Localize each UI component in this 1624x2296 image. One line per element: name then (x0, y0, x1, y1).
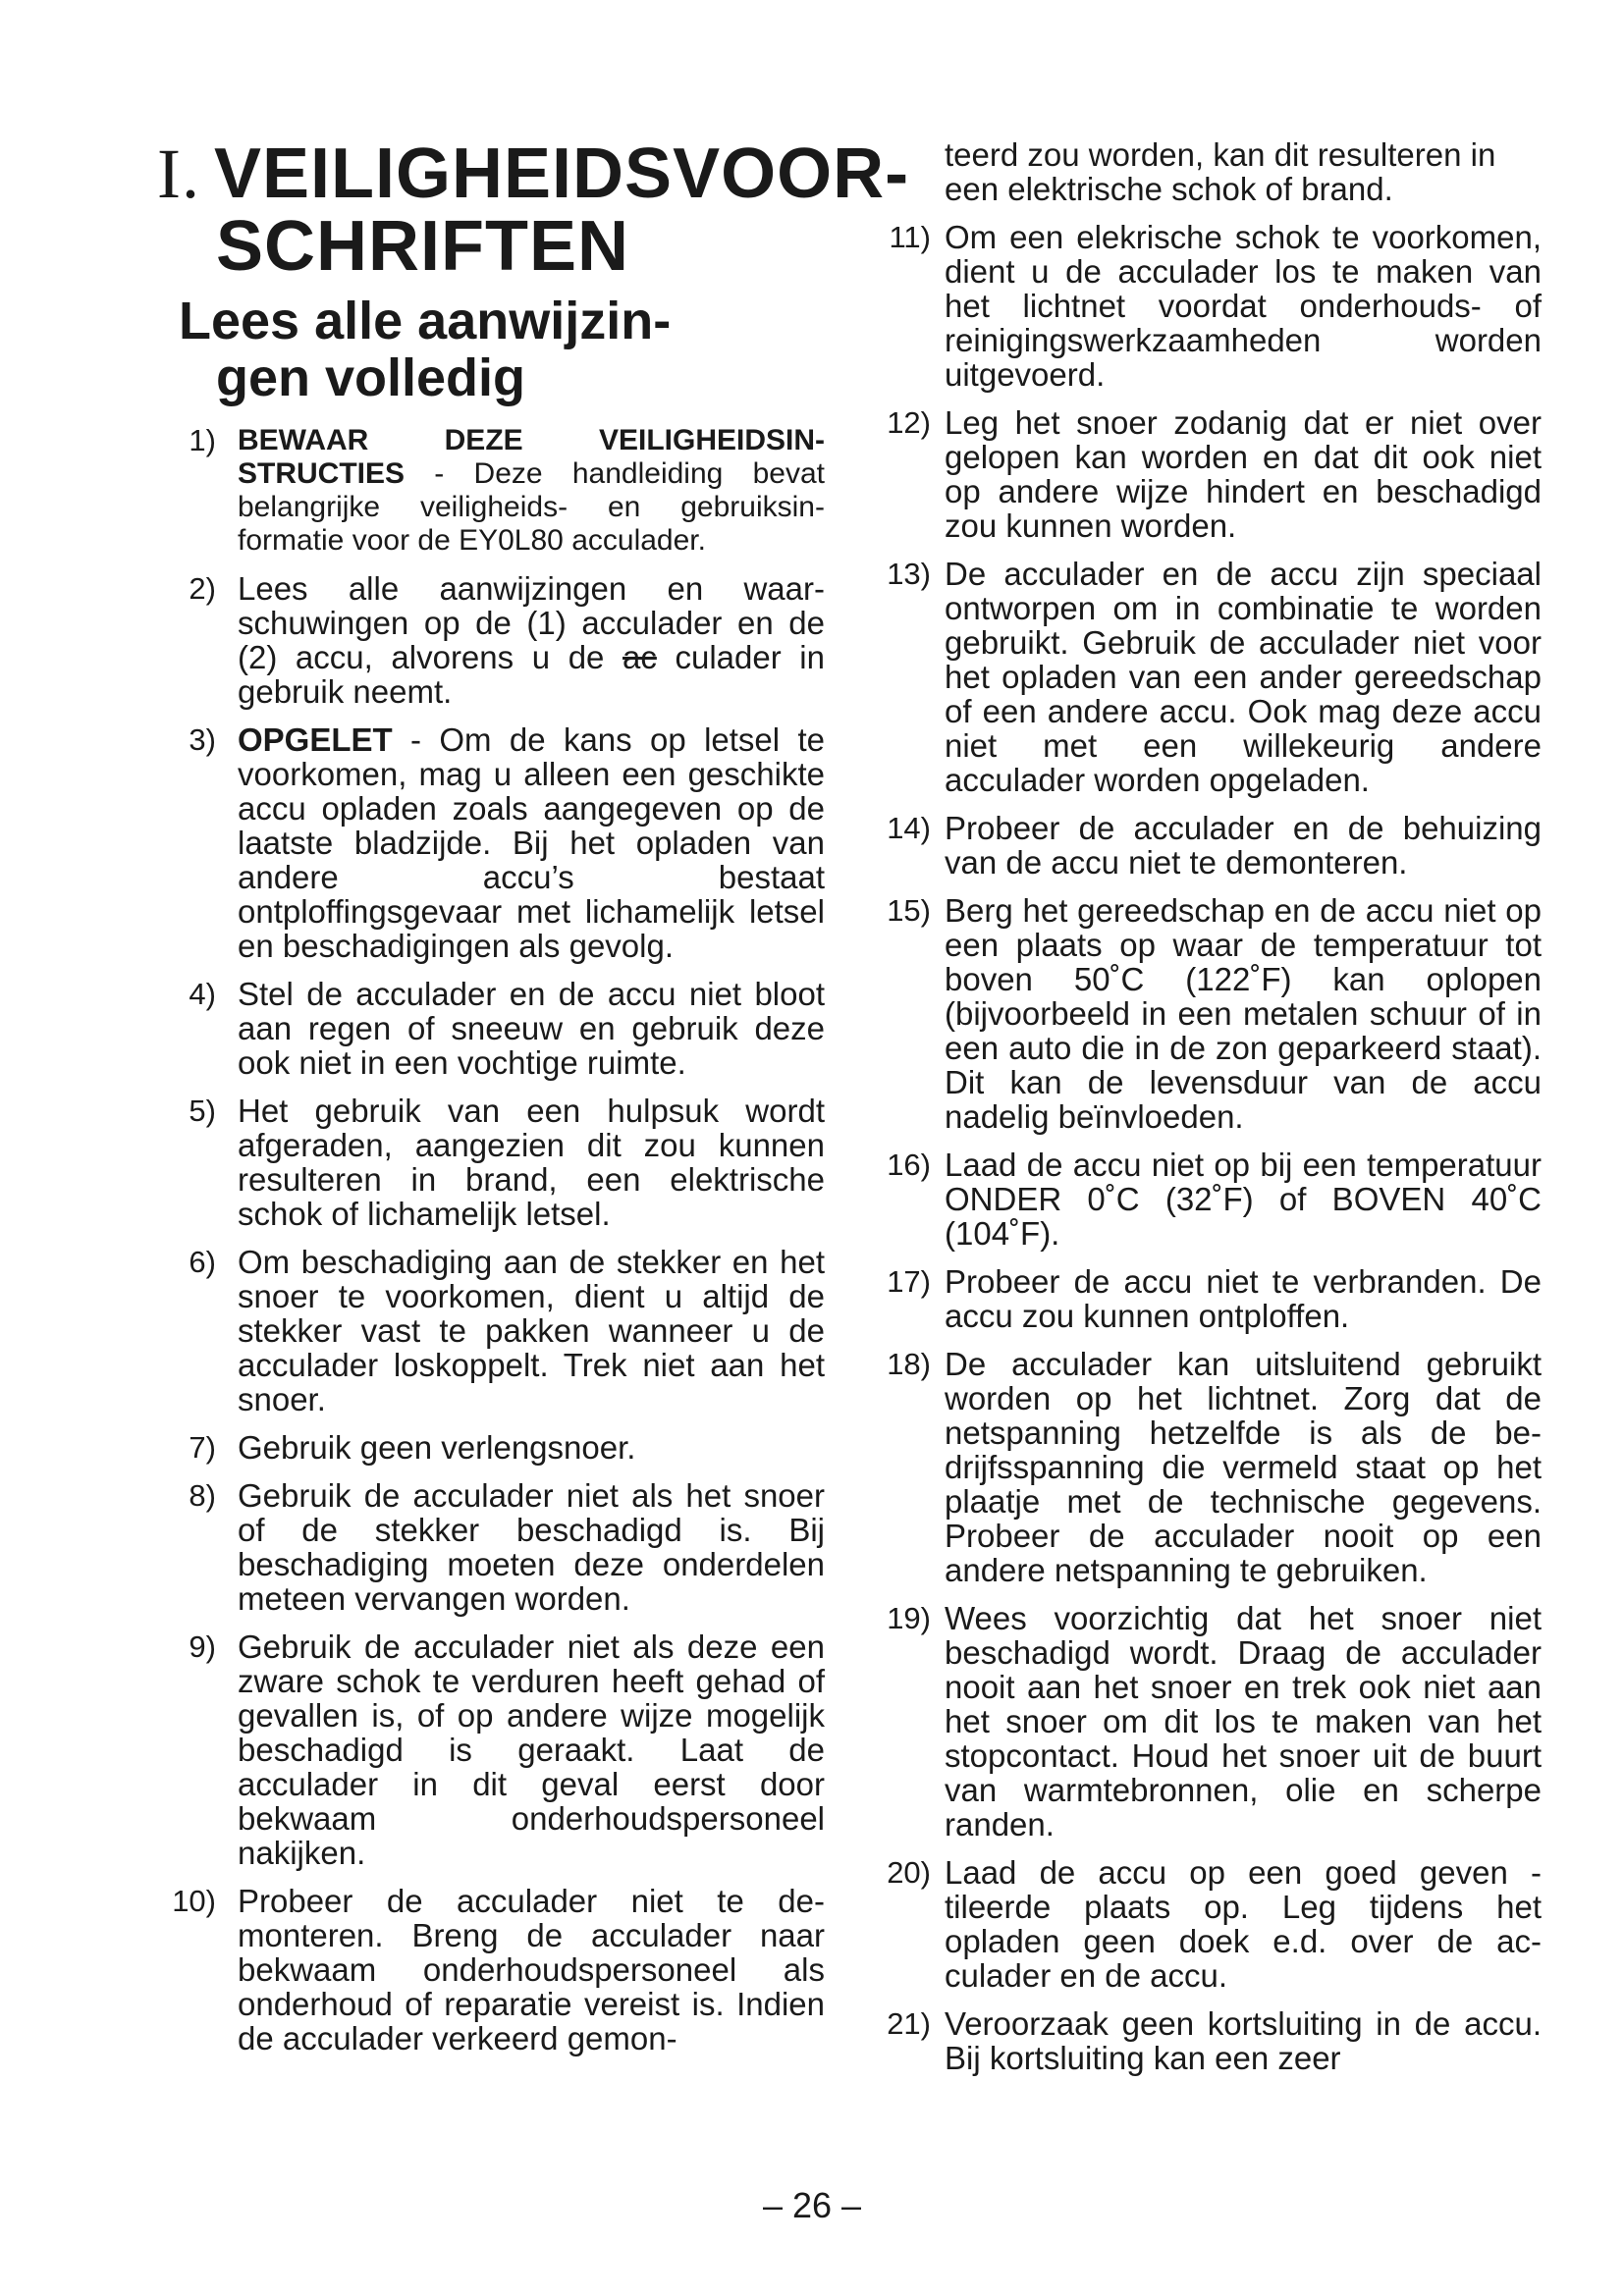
safety-item (854, 2006, 1542, 2075)
safety-item (157, 1478, 825, 1616)
item-number: 19) (887, 1601, 931, 1635)
safety-item (157, 1094, 825, 1231)
safety-list-left (157, 424, 825, 2056)
item-text: Laad de accu op een goed geven - tileerde plaats op. Leg tijdens het opladen geen doek e.d. over de acculader en de accu. (945, 1854, 1542, 1994)
item-number: 12) (887, 405, 931, 440)
safety-item (157, 1245, 825, 1416)
continued-text: teerd zou worden, kan dit resulteren in een elektrische schok of brand. (945, 136, 1496, 207)
item-number: 8) (189, 1478, 216, 1513)
safety-item (854, 1264, 1542, 1333)
item-text: Gebruik de acculader niet als deze een zware schok te verduren heeft gehad of gevallen is, of op andere wijze mogelijk beschadigd is geraakt. Laat de acculader in dit geval eerst door bekwaam onderhoudspersoneel nakijken. (238, 1629, 825, 1871)
item-number: 11) (889, 220, 931, 254)
item-number: 20) (887, 1855, 931, 1890)
item-number: 10) (172, 1884, 216, 1918)
item-strikethrough: ac (623, 639, 657, 675)
safety-item (854, 1148, 1542, 1251)
safety-item (157, 722, 825, 963)
safety-item (854, 405, 1542, 543)
safety-item (157, 424, 825, 558)
safety-item (157, 1629, 825, 1870)
item-number: 17) (887, 1264, 931, 1299)
item-text: Leg het snoer zodanig dat er niet over gelopen kan worden en dat dit ook niet op andere wijze hindert en beschadigd zou kunnen worden. (945, 404, 1542, 544)
item-text: - Om de kans op letsel te voorkomen, mag u alleen een geschikte accu opladen zoals aangegeven op de laatste bladzijde. Bij het opladen van andere accu’s bestaat ontploffingsgevaar met lichamelijk letsel en beschadigingen als gevolg. (238, 721, 825, 964)
right-column (854, 137, 1542, 2089)
item-number: 1) (189, 423, 216, 457)
safety-item (854, 1347, 1542, 1587)
item-text: Probeer de acculader niet te demonteren. Breng de acculader naar bekwaam onderhoudspersoneel als onderhoud of reparatie vereist is. Indien de acculader verkeerd gemon- (238, 1883, 825, 2056)
safety-list-right (854, 220, 1542, 2075)
item-number: 9) (189, 1629, 216, 1664)
item-number: 16) (887, 1148, 931, 1182)
safety-item (854, 811, 1542, 880)
safety-item (854, 893, 1542, 1134)
item-text: Gebruik de acculader niet als het snoer of de stekker beschadigd is. Bij beschadiging moeten deze onderdelen meteen vervangen worden. (238, 1477, 825, 1617)
safety-item (157, 1884, 825, 2056)
item-number: 6) (189, 1245, 216, 1279)
item-number: 2) (189, 571, 216, 606)
item-text: De acculader kan uitsluitend gebruikt worden op het lichtnet. Zorg dat de netspanning hetzelfde is als de bedrijfsspanning die vermeld staat op het plaatje met de technische gegevens. Probeer de acculader nooit op een andere netspanning te gebruiken. (945, 1346, 1542, 1588)
item-text-after: culader in gebruik neemt. (238, 639, 825, 710)
item-number: 5) (189, 1094, 216, 1128)
section-title-line1: VEILIGHEIDSVOOR- (213, 134, 910, 213)
item-lead: BEWAAR DEZE VEILIGHEIDSINSTRUCTIES (238, 424, 825, 490)
item-text: De acculader en de accu zijn speciaal ontworpen om in combinatie te worden gebruikt. Gebruik de acculader niet voor het opladen van een ander gereedschap of een andere accu. Ook mag deze accu niet met een willekeurig andere acculader worden opgeladen. (945, 556, 1542, 798)
safety-item (854, 557, 1542, 797)
item-text: Om beschadiging aan de stekker en het snoer te voorkomen, dient u altijd de stekker vast te pakken wanneer u de acculader loskoppelt. Trek niet aan het snoer. (238, 1244, 825, 1417)
section-roman-numeral: I. (157, 134, 200, 213)
safety-item (157, 571, 825, 709)
item-number: 7) (189, 1430, 216, 1465)
item-text: Lees alle aanwijzingen en waarschuwingen op de (1) acculader en de (2) accu, alvorens u de (238, 570, 825, 675)
item-text: Berg het gereedschap en de accu niet op een plaats op waar de temperatuur tot boven 50˚C (122˚F) kan oplopen (bijvoorbeeld in een metalen schuur of in een auto die in de zon geparkeerd staat). Dit kan de levensduur van de accu nadelig beïnvloeden. (945, 892, 1542, 1135)
item-number: 18) (887, 1347, 931, 1381)
item-text: Het gebruik van een hulpsuk wordt afgeraden, aangezien dit zou kunnen resulteren in brand, een elektrische schok of lichamelijk letsel. (238, 1093, 825, 1232)
item-text: Probeer de accu niet te verbranden. De accu zou kunnen ontploffen. (945, 1263, 1542, 1334)
item-number: 21) (887, 2006, 931, 2041)
safety-item (854, 220, 1542, 392)
item-text: Laad de accu niet op bij een temperatuur ONDER 0˚C (32˚F) of BOVEN 40˚C (104˚F). (945, 1147, 1542, 1252)
item-text: Veroorzaak geen kortsluiting in de accu. Bij kortsluiting kan een zeer (945, 2005, 1542, 2076)
safety-item (854, 1601, 1542, 1842)
page-number: – 26 – (762, 2185, 862, 2225)
item-text: Probeer de acculader en de behuizing van de accu niet te demonteren. (945, 810, 1542, 881)
item-number: 4) (189, 977, 216, 1011)
item-number: 13) (887, 557, 931, 591)
item-number: 3) (189, 722, 216, 757)
section-subtitle (179, 293, 825, 406)
item-number: 15) (887, 893, 931, 928)
safety-item (157, 1430, 825, 1465)
item-text: Wees voorzichtig dat het snoer niet beschadigd wordt. Draag de acculader nooit aan het snoer en trek ook niet aan het snoer om dit los te maken van het stopcontact. Houd het snoer uit de buurt van warmtebronnen, olie en scherpe randen. (945, 1600, 1542, 1842)
section-subtitle-line1: Lees alle aanwijzin- (179, 292, 672, 350)
item-text: Gebruik geen verlengsnoer. (238, 1429, 636, 1466)
item-text: Stel de acculader en de accu niet bloot aan regen of sneeuw en gebruik deze ook niet in een vochtige ruimte. (238, 976, 825, 1081)
section-title-line2: SCHRIFTEN (216, 207, 629, 286)
section-subtitle-line2: gen volledig (216, 348, 526, 407)
item-text: Om een elekrische schok te voorkomen, dient u de acculader los te maken van het lichtnet voordat onderhouds- of reinigingswerkzaamheden worden uitgevoerd. (945, 219, 1542, 393)
item-text: - Deze handleiding bevat belangrijke veiligheids- en gebruiksinformatie voor de EY0L80 acculader. (238, 457, 825, 557)
item-lead: OPGELET (238, 721, 393, 758)
safety-item (157, 977, 825, 1080)
item-number: 14) (887, 811, 931, 845)
safety-item (854, 1855, 1542, 1993)
